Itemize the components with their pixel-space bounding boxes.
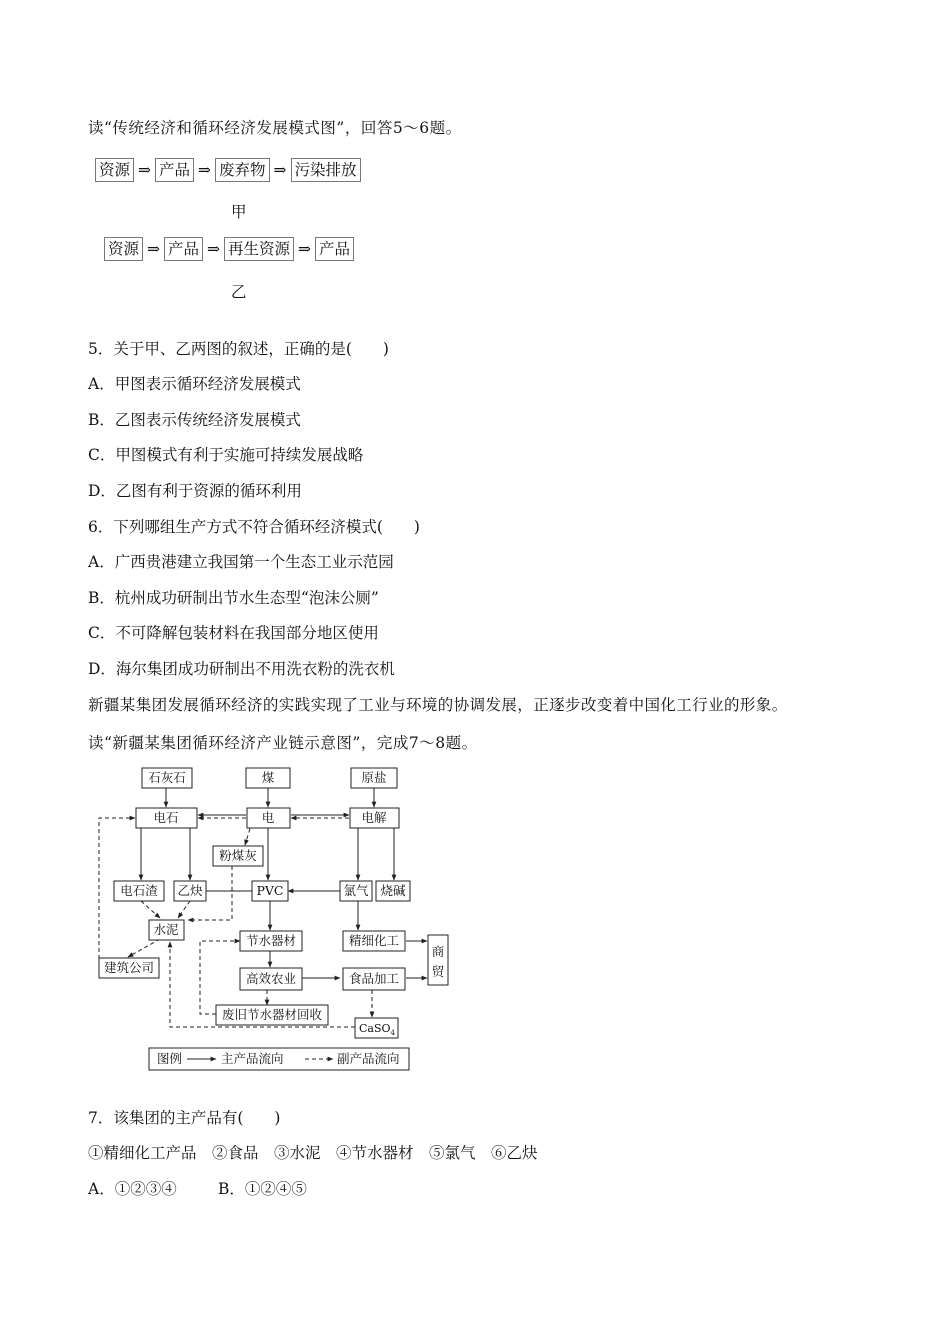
q7-items: ①精细化工产品 ②食品 ③水泥 ④节水器材 ⑤氯气 ⑥乙炔 (88, 1144, 538, 1162)
flow-jia-box-1: 资源 (95, 158, 134, 182)
flow-arrow-icon: ⇒ (273, 161, 287, 179)
node-agriculture (240, 968, 302, 990)
intro-text-1: 读“传统经济和循环经济发展模式图”，回答5～6题。 (88, 119, 462, 137)
svg-text:高效农业: 高效农业 (245, 971, 297, 986)
trade-char-2: 贸 (431, 964, 445, 979)
node-fine-chem (343, 931, 405, 951)
flow-yi-box-2: 产品 (164, 237, 203, 261)
flow-arrow-icon: ⇒ (198, 161, 212, 179)
svg-text:水泥: 水泥 (153, 922, 179, 937)
svg-text:电解: 电解 (361, 810, 387, 825)
node-construction (99, 958, 159, 978)
node-chlorine (340, 881, 372, 901)
node-trade (428, 935, 448, 985)
flow-jia-box-3: 废弃物 (215, 158, 270, 182)
flow-arrow-icon: ⇒ (298, 240, 312, 258)
svg-text:煤: 煤 (261, 770, 275, 785)
svg-text:建筑公司: 建筑公司 (103, 960, 155, 975)
svg-text:烧碱: 烧碱 (380, 883, 406, 898)
svg-text:氯气: 氯气 (343, 883, 369, 898)
svg-text:废旧节水器材回收: 废旧节水器材回收 (221, 1007, 323, 1022)
paragraph-text: 新疆某集团发展循环经济的实践实现了工业与环境的协调发展，正逐步改变着中国化工行业的形象。 (88, 696, 788, 714)
node-food (343, 968, 405, 990)
legend-main: 主产品流向 (221, 1051, 284, 1066)
q5-option-a: A．甲图表示循环经济发展模式 (88, 375, 301, 393)
node-salt (351, 768, 397, 788)
q6-option-c: C．不可降解包装材料在我国部分地区使用 (88, 624, 379, 642)
node-pvc (252, 881, 288, 901)
node-power (247, 808, 290, 828)
node-water-saving (240, 931, 302, 951)
node-recycle (216, 1005, 328, 1025)
trade-char-1: 商 (431, 944, 445, 959)
q6-option-b: B．杭州成功研制出节水生态型“泡沫公厕” (88, 589, 379, 607)
flow-arrow-icon: ⇒ (138, 161, 152, 179)
node-acetylene (174, 881, 206, 901)
node-flyash (213, 846, 263, 866)
q6-stem: 6．下列哪组生产方式不符合循环经济模式( ) (88, 518, 420, 536)
q5-option-d: D．乙图有利于资源的循环利用 (88, 482, 302, 500)
flow-arrow-icon: ⇒ (207, 240, 221, 258)
node-carbide (136, 808, 197, 828)
svg-text:电石渣: 电石渣 (120, 883, 158, 898)
q7-stem: 7．该集团的主产品有( ) (88, 1109, 281, 1127)
flow-jia-label: 甲 (231, 203, 247, 221)
svg-text:精细化工: 精细化工 (348, 933, 400, 948)
svg-text:电: 电 (261, 810, 275, 825)
svg-text:石灰石: 石灰石 (148, 770, 186, 785)
legend-title: 图例 (157, 1051, 183, 1066)
flow-yi-label: 乙 (231, 283, 247, 301)
svg-text:乙炔: 乙炔 (177, 883, 203, 898)
svg-text:粉煤灰: 粉煤灰 (219, 848, 257, 863)
q5-option-c: C．甲图模式有利于实施可持续发展战略 (88, 446, 364, 464)
svg-text:原盐: 原盐 (361, 770, 387, 785)
q5-stem: 5．关于甲、乙两图的叙述，正确的是( ) (88, 340, 389, 358)
svg-text:食品加工: 食品加工 (348, 971, 400, 986)
q6-option-d: D．海尔集团成功研制出不用洗衣粉的洗衣机 (88, 660, 395, 678)
q7-option-a: A．①②③④ (88, 1180, 177, 1198)
svg-text:节水器材: 节水器材 (245, 933, 297, 948)
q5-option-b: B．乙图表示传统经济发展模式 (88, 411, 301, 429)
node-limestone (142, 768, 192, 788)
flow-yi-box-3: 再生资源 (224, 237, 294, 261)
q7-option-b: B．①②④⑤ (218, 1180, 307, 1198)
legend-sub: 副产品流向 (337, 1051, 400, 1066)
node-electrolysis (350, 808, 399, 828)
flow-jia-box-2: 产品 (155, 158, 194, 182)
svg-text:CaSO4: CaSO$_4$ (359, 1022, 395, 1037)
node-caso4 (355, 1018, 398, 1038)
flow-yi-box-4: 产品 (315, 237, 354, 261)
node-carbide-slag (114, 881, 164, 901)
intro-text-2: 读“新疆某集团循环经济产业链示意图”，完成7～8题。 (88, 734, 478, 752)
flow-jia-box-4: 污染排放 (291, 158, 361, 182)
svg-text:电石: 电石 (153, 810, 179, 825)
node-coal (246, 768, 290, 788)
flow-arrow-icon: ⇒ (147, 240, 161, 258)
diagram-legend (149, 1048, 409, 1070)
flow-yi-box-1: 资源 (104, 237, 143, 261)
node-cement (149, 920, 184, 940)
q6-option-a: A．广西贵港建立我国第一个生态工业示范园 (88, 553, 394, 571)
svg-text:PVC: PVC (256, 883, 284, 898)
node-caustic (376, 881, 410, 901)
